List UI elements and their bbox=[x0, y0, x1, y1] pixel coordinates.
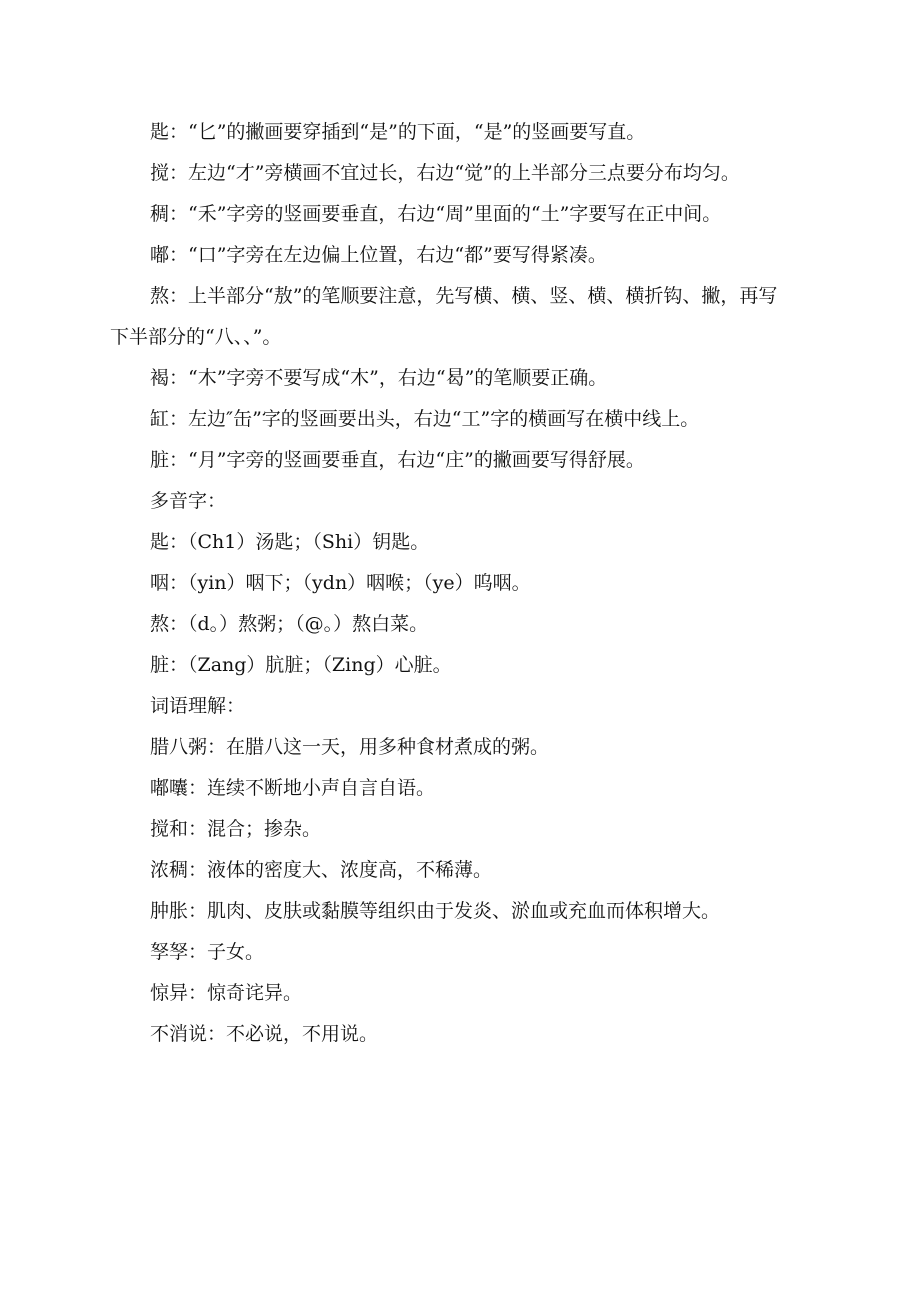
paragraph-jiao-stroke: 搅：左边“才”旁横画不宜过长，右边“觉”的上半部分三点要分布均匀。 bbox=[150, 162, 740, 184]
paragraph-zang-stroke: 脏：“月”字旁的竖画要垂直，右边“庄”的撇画要写得舒展。 bbox=[150, 449, 645, 471]
paragraph-chou-stroke: 稠：“禾”字旁的竖画要垂直，右边“周”里面的“土”字要写在正中间。 bbox=[150, 203, 722, 225]
paragraph-shi-stroke: 匙：“匕”的撇画要穿插到“是”的下面，“是”的竖画要写直。 bbox=[150, 121, 646, 143]
document-body bbox=[110, 112, 785, 1055]
polyphone-item-zang: 脏：（Zang）肮脏；（Zing）心脏。 bbox=[150, 654, 452, 676]
vocab-item-jingyi: 惊异：惊奇诧异。 bbox=[150, 982, 303, 1004]
vocab-item-dunang: 嘟囔：连续不断地小声自言自语。 bbox=[150, 777, 436, 799]
vocab-item-jiaohuo: 搅和：混合；掺杂。 bbox=[150, 818, 322, 840]
vocab-item-nongchou: 浓稠：液体的密度大、浓度高，不稀薄。 bbox=[150, 859, 493, 881]
vocab-item-nunu: 孥孥：子女。 bbox=[150, 941, 265, 963]
polyphone-item-shi: 匙：（Ch1）汤匙；（Shi）钥匙。 bbox=[150, 531, 430, 553]
section-heading-vocabulary: 词语理解： bbox=[150, 695, 246, 717]
paragraph-he-stroke: 褐：“木”字旁不要写成“木”，右边“曷”的笔顺要正确。 bbox=[150, 367, 608, 389]
paragraph-gang-stroke: 缸：左边″缶”字的竖画要出头，右边“工”字的横画写在横中线上。 bbox=[150, 408, 700, 430]
section-heading-polyphones: 多音字： bbox=[150, 490, 227, 512]
paragraph-du-stroke: 嘟：“口”字旁在左边偏上位置，右边“都”要写得紧凑。 bbox=[150, 244, 607, 266]
polyphone-item-yan: 咽：（yin）咽下；（ydn）咽喉；（ye）呜咽。 bbox=[150, 572, 531, 594]
paragraph-ao-stroke: 熬：上半部分“敖”的笔顺要注意，先写横、横、竖、横、横折钩、撇，再写下半部分的“八、、”。 bbox=[110, 285, 778, 348]
vocab-item-labazhou: 腊八粥：在腊八这一天，用多种食材煮成的粥。 bbox=[150, 736, 550, 758]
vocab-item-buxiaoshuo: 不消说：不必说，不用说。 bbox=[150, 1023, 379, 1045]
polyphone-item-ao: 熬：（d。）熬粥；（@。）熬白菜。 bbox=[150, 613, 429, 635]
vocab-item-zhongzhang: 肿胀：肌肉、皮肤或黏膜等组织由于发炎、淤血或充血而体积增大。 bbox=[150, 900, 721, 922]
